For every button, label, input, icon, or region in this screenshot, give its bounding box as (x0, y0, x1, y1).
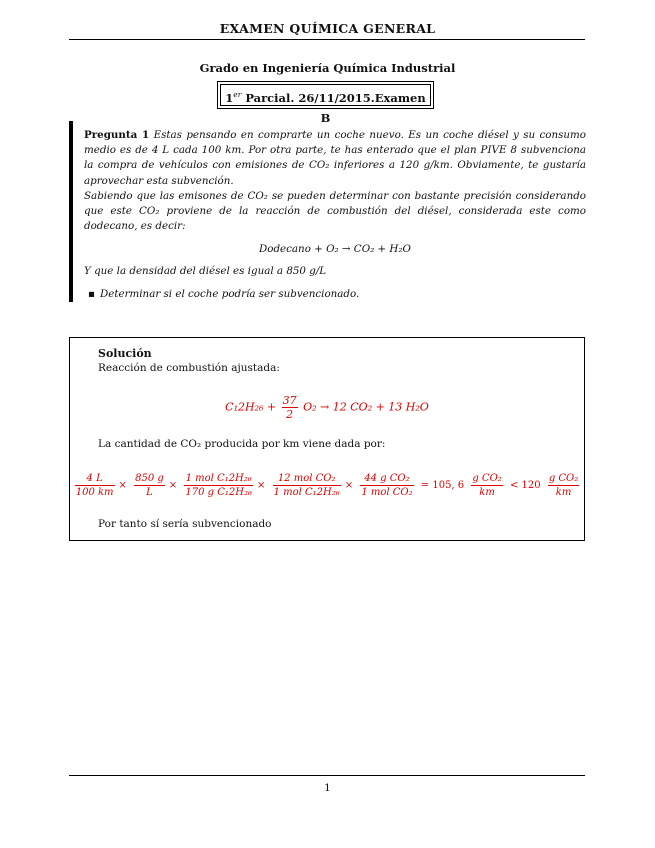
reaction-coefficient-fraction (282, 394, 298, 421)
limit-unit-num: g CO₂ (548, 473, 579, 484)
question-para-2: Sabiendo que las emisones de CO₂ se pueden determinar con bastante precisión considerando que este CO₂ proviene de la reacción de combustión del diésel, considerada este como dodecano, es decir: (84, 189, 586, 233)
question-margin-bar (69, 121, 73, 302)
solution-line-2: La cantidad de CO₂ producida por km viene dada por: (98, 438, 386, 450)
exam-info-box (220, 84, 431, 125)
times-sign: × (168, 480, 178, 491)
solution-box (69, 337, 585, 541)
result-unit-num: g CO₂ (472, 473, 502, 484)
bullet-text: Determinar si el coche podría ser subvencionado. (100, 287, 360, 300)
degree-subtitle: Grado en Ingeniería Química Industrial (199, 61, 456, 75)
exam-ordinal-sup: er (233, 90, 242, 99)
question-para-3: Y que la densidad del diésel es igual a 850 g/L (84, 264, 327, 277)
factor-1 (75, 472, 115, 499)
factor-2-num: 850 g (135, 473, 164, 484)
bullet-icon: ▪ (88, 287, 95, 300)
reaction-right: O₂ → 12 CO₂ + 13 H₂O (303, 400, 429, 414)
factor-2 (134, 472, 165, 499)
factor-4-den: 1 mol C₁2H₂₆ (273, 487, 340, 498)
fraction-den: 2 (286, 408, 294, 421)
page-number: 1 (324, 782, 331, 794)
times-sign: × (118, 480, 127, 491)
conversion-calculation (70, 472, 584, 499)
footer-rule (69, 775, 585, 776)
factor-5-den: 1 mol CO₂ (361, 487, 413, 498)
factor-4-num: 12 mol CO₂ (273, 472, 341, 486)
limit-unit (548, 472, 579, 499)
solution-conclusion: Por tanto sí sería subvencionado (98, 518, 272, 530)
question-text-1: Estas pensando en comprarte un coche nuevo. Es un coche diésel y su consumo medio es de 4 L cada 100 km. Por otra parte, te has enterado que el plan PIVE 8 subvenciona la compra de vehículos con emisiones de CO₂ inferiores a 120 g/km. Obviamente, te gustaría aprovechar esta subvención. (84, 129, 586, 187)
factor-5-num: 44 g CO₂ (360, 472, 413, 486)
times-sign: × (256, 480, 266, 491)
factor-5 (360, 472, 413, 499)
factor-3-den: 170 g C₁2H₂₆ (185, 487, 252, 498)
factor-3 (184, 472, 253, 499)
exam-ordinal: 1 (225, 90, 234, 105)
solution-title: Solución (98, 347, 152, 360)
limit-comparison: < 120 (509, 480, 541, 491)
factor-4 (273, 472, 341, 499)
factor-1-den: 100 km (75, 487, 114, 498)
question-bullet (84, 287, 586, 302)
fraction-num: 37 (282, 394, 297, 407)
solution-line-1: Reacción de combustión ajustada: (98, 362, 280, 374)
header-title: EXAMEN QUÍMICA GENERAL (219, 21, 436, 36)
reaction-left: C₁2H₂₆ + (225, 400, 277, 414)
reaction-equation: Dodecano + O₂ → CO₂ + H₂O (259, 243, 411, 256)
limit-unit-den: km (555, 487, 572, 498)
result-unit (471, 472, 502, 499)
factor-1-num: 4 L (75, 472, 115, 486)
factor-2-den: L (146, 487, 153, 498)
exam-info-text: Parcial. 26/11/2015.Examen B (245, 90, 426, 125)
balanced-reaction (70, 394, 584, 421)
question-block (84, 128, 586, 302)
factor-3-num: 1 mol C₁2H₂₆ (185, 473, 252, 484)
header-rule (69, 39, 585, 40)
times-sign: × (344, 480, 354, 491)
result-value: = 105, 6 (420, 480, 465, 491)
question-para-1 (84, 128, 586, 189)
question-label: Pregunta 1 (84, 129, 150, 141)
result-unit-den: km (479, 487, 495, 498)
